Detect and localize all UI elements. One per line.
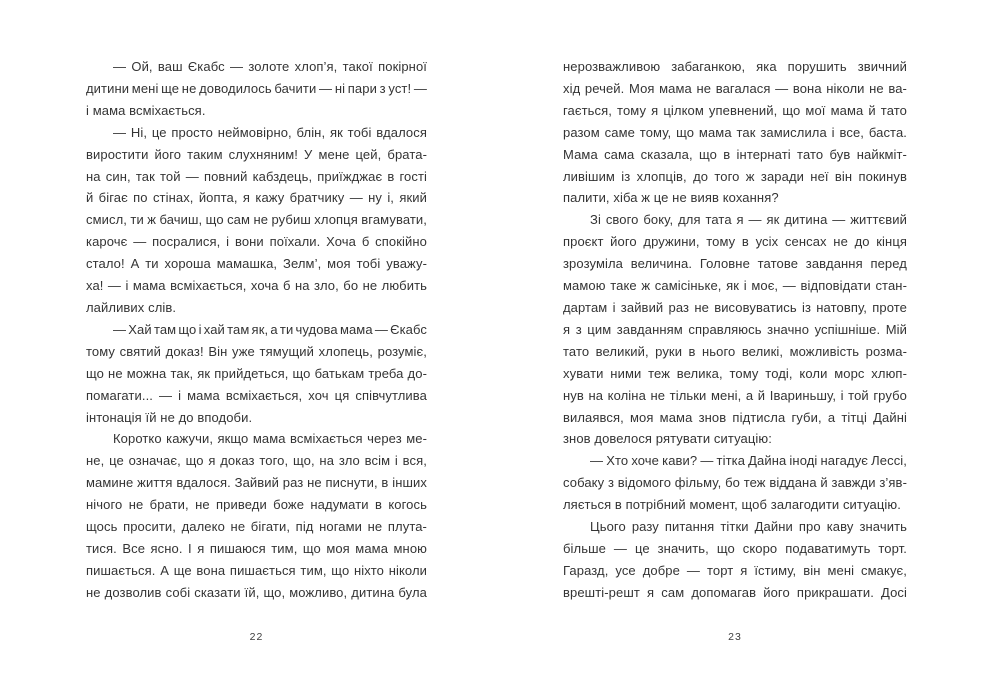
- text-line: ха! — і мама всміхається, хоча б на зло, бо не любить: [86, 278, 427, 294]
- text-line: ливішим із хлопців, до того ж заради неї він покинув: [563, 168, 907, 184]
- text-line: мамине життя вдалося. Зайвий раз не писнути, в інших: [86, 475, 427, 491]
- text-line: проєкт його дружини, тому в усіх сенсах не до кінця: [563, 234, 907, 250]
- text-line: мамою таке ж самісіньке, як і моє, — відповідати стан-: [563, 278, 907, 294]
- text-line: хід речей. Моя мама не вагалася — вона ніколи не ва-: [563, 80, 907, 96]
- text-line: Зі свого боку, для тата я — як дитина — життєвий: [590, 212, 907, 228]
- text-line: я з цим завданням справляюсь значно успішніше. Мій: [563, 321, 907, 337]
- text-line: хувати ними теж велика, тому тоді, коли морс хлюп-: [563, 365, 907, 381]
- text-line: більше — це значить, що скоро подаватимуть торт.: [563, 540, 907, 556]
- text-line: не, це означає, що я доказ того, що, на зло всім і вся,: [86, 453, 427, 469]
- text-line: інтонація їй не до вподоби.: [86, 409, 253, 425]
- text-line: дитини мені ще не доводилось бачити — ні пари з уст! —: [86, 80, 427, 96]
- text-line: карочє — посралися, і вони поїхали. Хоча б спокійно: [86, 234, 427, 250]
- text-line: ляється в потрібний момент, щоб залагодити ситуацію.: [563, 497, 901, 513]
- text-line: нерозважливою забаганкою, яка порушить звичний: [563, 59, 907, 74]
- text-line: нічого не брати, не приведи боже надумати в когось: [86, 497, 427, 513]
- text-line: не дозволив собі сказати їй, що, можливо, дитина була: [86, 584, 427, 600]
- text-line: щось просити, далеко не бігати, під ногами не плута-: [86, 519, 427, 535]
- text-line: тато великий, руки в нього великі, можливість розма-: [563, 343, 907, 359]
- text-line: врешті-решт я сам допомагав його прикрашати. Досі: [563, 584, 907, 600]
- text-line: дартам і зайвий раз не висовуватись із натовпу, проте: [563, 299, 907, 315]
- text-line: помагати... — і мама всміхається, хоч ця співчутлива: [86, 387, 427, 403]
- text-line: Мама сама сказала, що в інтернаті тато був найкміт-: [563, 146, 907, 162]
- text-line: Цього разу питання тітки Дайни про каву значить: [590, 519, 907, 535]
- text-line: собаку з відомого фільму, бо теж віддана й завжди з’яв-: [563, 475, 907, 491]
- page-left-text: [86, 56, 427, 604]
- page-left: [0, 0, 495, 683]
- text-line: тися. Все ясно. І я пишаюся тим, що моя мама мною: [86, 540, 427, 556]
- text-line: Гаразд, усе добре — торт я їстиму, він мені смакує,: [563, 562, 907, 578]
- text-line: знов довелося рятувати ситуацію:: [563, 431, 772, 447]
- text-line: смисл, ти ж бачиш, що сам не рубиш хлопця вгамувати,: [86, 212, 427, 228]
- text-line: разом саме тому, що мама так замислила і все, баста.: [563, 124, 907, 140]
- text-line: — Ой, ваш Єкабс — золоте хлоп’я, такої покірної: [113, 59, 427, 74]
- page-right-text: [563, 56, 907, 604]
- text-line: — Хай там що і хай там як, а ти чудова мама — Єкабс: [113, 321, 427, 337]
- text-line: на син, так той — повний кабздець, приїжджає в гості: [86, 168, 427, 184]
- text-line: тому святий доказ! Він уже тямущий хлопець, розуміє,: [86, 343, 427, 359]
- text-line: вилаявся, моя мама знов підтисла губи, а тітці Дайні: [563, 409, 907, 425]
- page-right: [495, 0, 991, 683]
- text-line: палити, хіба ж це не вияв кохання?: [563, 190, 779, 206]
- text-line: і мама всміхається.: [86, 102, 206, 118]
- text-line: виростити його таким слухняним! У мене цей, брата-: [86, 146, 427, 162]
- page-number-left: 22: [249, 631, 264, 643]
- text-line: нув на коліна не тільки мені, а й Івариньшу, і той грубо: [563, 387, 907, 403]
- text-line: гається, тому я цілком упевнений, що мої мама й тато: [563, 102, 907, 118]
- text-line: — Хто хоче кави? — тітка Дайна іноді нагадує Лессі,: [590, 453, 907, 469]
- text-line: лайливих слів.: [86, 299, 177, 315]
- text-line: що не можна так, як прийдеться, що батькам треба до-: [86, 365, 427, 381]
- text-line: — Ні, це просто неймовірно, блін, як тобі вдалося: [113, 124, 427, 140]
- text-line: й бігає по стінах, йопта, я кажу братчику — ну і, який: [86, 190, 427, 206]
- text-line: Коротко кажучи, якщо мама всміхається через ме-: [113, 431, 427, 447]
- text-line: зрозуміла величина. Головне татове завдання перед: [563, 256, 907, 272]
- text-line: пишається. А ще вона пишається тим, що ніхто ніколи: [86, 562, 427, 578]
- text-line: стало! А ти хороша мамашка, Зелм’, моя тобі уважу-: [86, 256, 427, 272]
- page-number-right: 23: [728, 631, 742, 643]
